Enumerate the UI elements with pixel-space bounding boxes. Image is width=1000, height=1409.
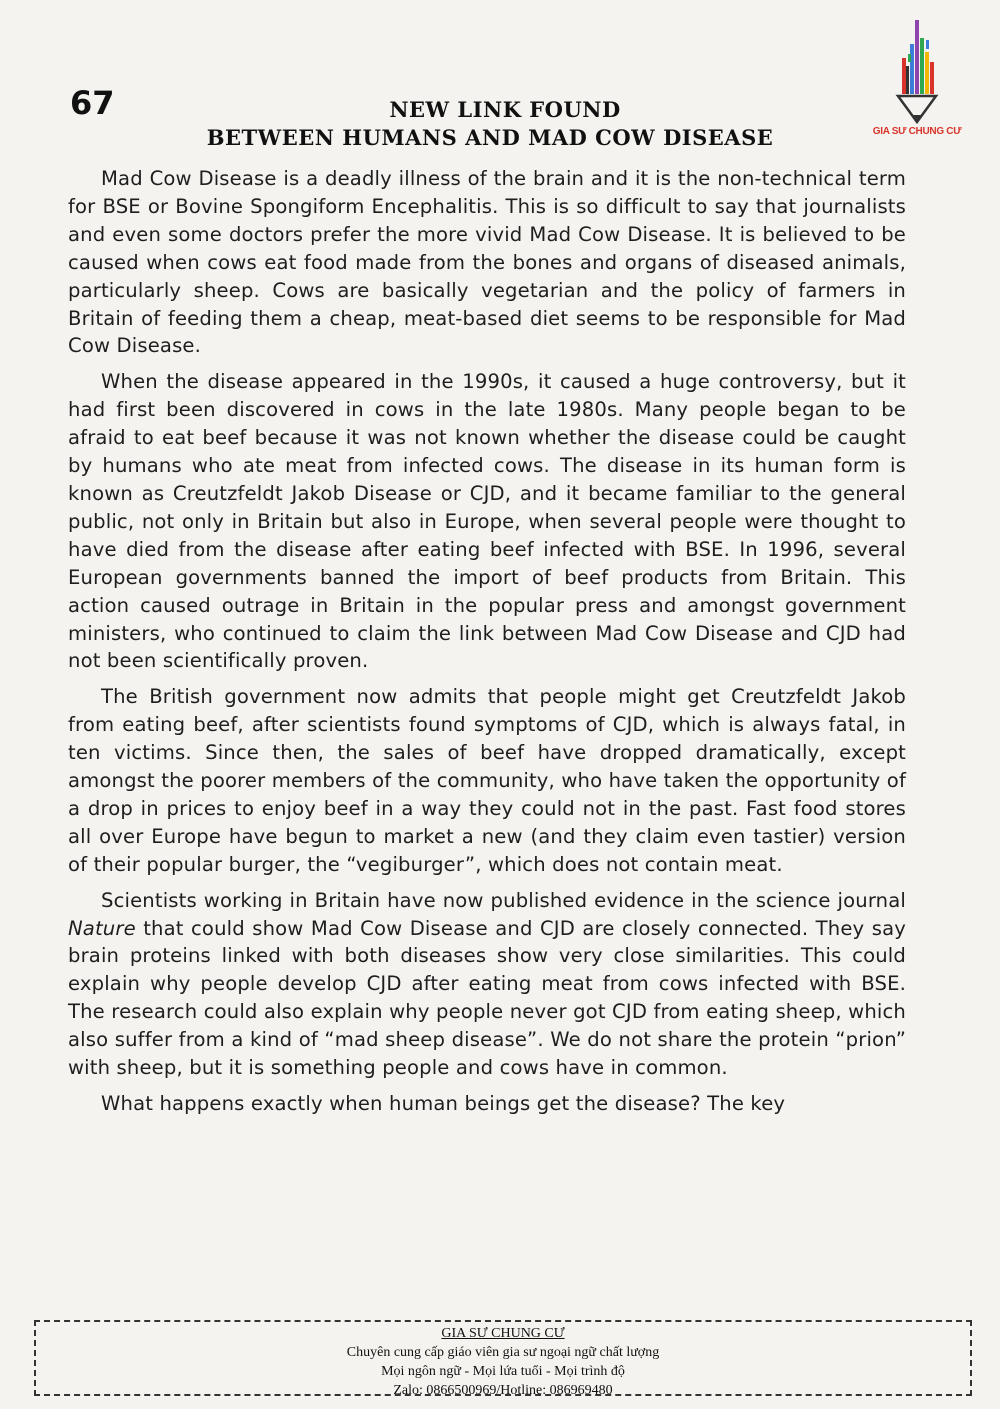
article-body	[68, 165, 906, 1126]
footer-scope: Mọi ngôn ngữ - Mọi lứa tuổi - Mọi trình độ	[381, 1364, 625, 1379]
paragraph-5: What happens exactly when human beings get the disease? The key	[101, 1092, 786, 1115]
brand-logo	[862, 18, 972, 143]
footer-brand: GIA SƯ CHUNG CƯ	[441, 1326, 565, 1341]
footer-tagline: Chuyên cung cấp giáo viên gia sư ngoại ngữ chất lượng	[346, 1345, 660, 1360]
paragraph-2: When the disease appeared in the 1990s, it caused a huge controversy, but it had first been discovered in cows in the late 1980s. Many people began to be afraid to eat beef because it was not known whether the disease could be caught by humans who ate meat from infected cows. The disease in its human form is known as Creutzfeldt Jakob Disease or CJD, and it became familiar to the general public, not only in Britain but also in Europe, when several people were thought to have died from the disease after eating beef infected with BSE. In 1996, several European governments banned the import of beef products from Britain. This action caused outrage in Britain in the popular press and amongst government ministers, who continued to claim the link between Mad Cow Disease and CJD had not been scientifically proven.	[68, 370, 906, 673]
title-line-2: BETWEEN HUMANS AND MAD COW DISEASE	[206, 125, 774, 150]
logo-text: GIA SƯ CHUNG CƯ	[872, 126, 962, 137]
paragraph-4: Scientists working in Britain have now published evidence in the science journal Nature that could show Mad Cow Disease and CJD are closely connected. They say brain proteins linked with both diseases show very close similarities. This could explain why people develop CJD after eating meat from cows infected with BSE. The research could also explain why people never got CJD from eating sheep, which also suffer from a kind of “mad sheep disease”. We do not share the protein “prion” with sheep, but it is something people and cows have in common.	[68, 888, 906, 1080]
paragraph-3: The British government now admits that people might get Creutzfeldt Jakob from eating beef, after scientists found symptoms of CJD, which is always fatal, in ten victims. Since then, the sales of beef have dropped dramatically, except amongst the poorer members of the community, who have taken the opportunity of a drop in prices to enjoy beef in a way they could not in the past. Fast food stores all over Europe have begun to market a new (and they claim even tastier) version of their popular burger, the “vegiburger”, which does not contain meat.	[68, 685, 906, 876]
page-number: 67	[70, 84, 115, 122]
pencil-logo-icon	[862, 18, 972, 126]
journal-name: Nature	[68, 916, 136, 940]
paragraph-1: Mad Cow Disease is a deadly illness of the brain and it is the non-technical term for BSE or Bovine Spongiform Encephalitis. This is so difficult to say that journalists and even some doctors prefer the more vivid Mad Cow Disease. It is believed to be caused when cows eat food made from the bones and organs of diseased animals, particularly sheep. Cows are basically vegetarian and the policy of farmers in Britain of feeding them a cheap, meat-based diet seems to be responsible for Mad Cow Disease.	[68, 167, 906, 358]
footer-contact-box	[34, 1320, 972, 1396]
footer-contact: Zalo: 0866500969/Hotline: 086969480	[393, 1383, 613, 1398]
title-line-1: NEW LINK FOUND	[389, 97, 621, 122]
article-title	[150, 96, 830, 153]
